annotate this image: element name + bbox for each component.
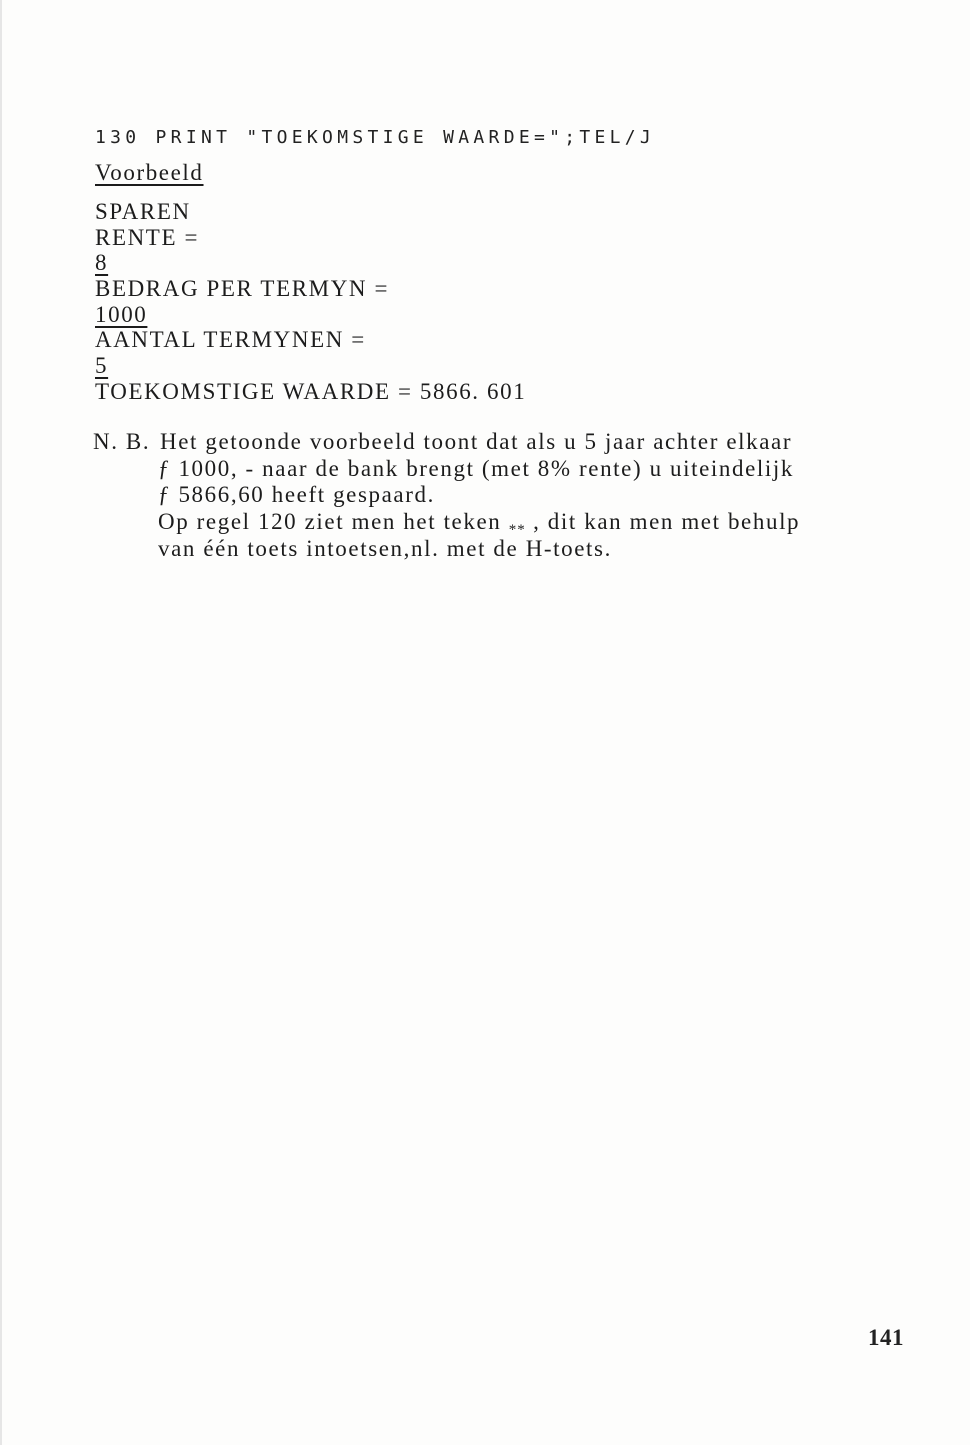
example-line-prompt-terms: AANTAL TERMYNEN = xyxy=(95,327,366,353)
note-line: van één toets intoetsen,nl. met de H-toets. xyxy=(158,535,612,561)
note-line: Op regel 120 ziet men het teken $_{**}$ , dit kan men met behulp xyxy=(158,509,801,539)
note-text xyxy=(158,429,800,562)
example-line-input-amount: 1000 xyxy=(95,301,148,327)
example-line-result: TOEKOMSTIGE WAARDE = 5866. 601 xyxy=(95,378,527,404)
page-number: 141 xyxy=(868,1325,904,1350)
example-output xyxy=(95,199,526,405)
example-line-prompt-amount: BEDRAG PER TERMYN = xyxy=(95,276,390,302)
note-line: ƒ 5866,60 heeft gespaard. xyxy=(158,482,435,508)
basic-code-line: 130 PRINT "TOEKOMSTIGE WAARDE=";TEL/J xyxy=(95,127,656,148)
example-heading: Voorbeeld xyxy=(95,160,204,185)
example-line-program-name: SPAREN xyxy=(95,199,191,224)
note-line: Het getoonde voorbeeld toont dat als u 5 jaar achter elkaar xyxy=(160,429,793,454)
scan-edge xyxy=(0,0,2,1445)
example-line-input-rate: 8 xyxy=(95,250,109,276)
example-line-prompt-rate: RENTE = xyxy=(95,224,200,250)
note-line: ƒ 1000, - naar de bank brengt (met 8% rente) u uiteindelijk xyxy=(158,455,795,481)
example-line-input-terms: 5 xyxy=(95,353,109,379)
note-label: N. B. xyxy=(93,429,151,454)
double-asterisk-symbol: ** xyxy=(508,522,526,539)
